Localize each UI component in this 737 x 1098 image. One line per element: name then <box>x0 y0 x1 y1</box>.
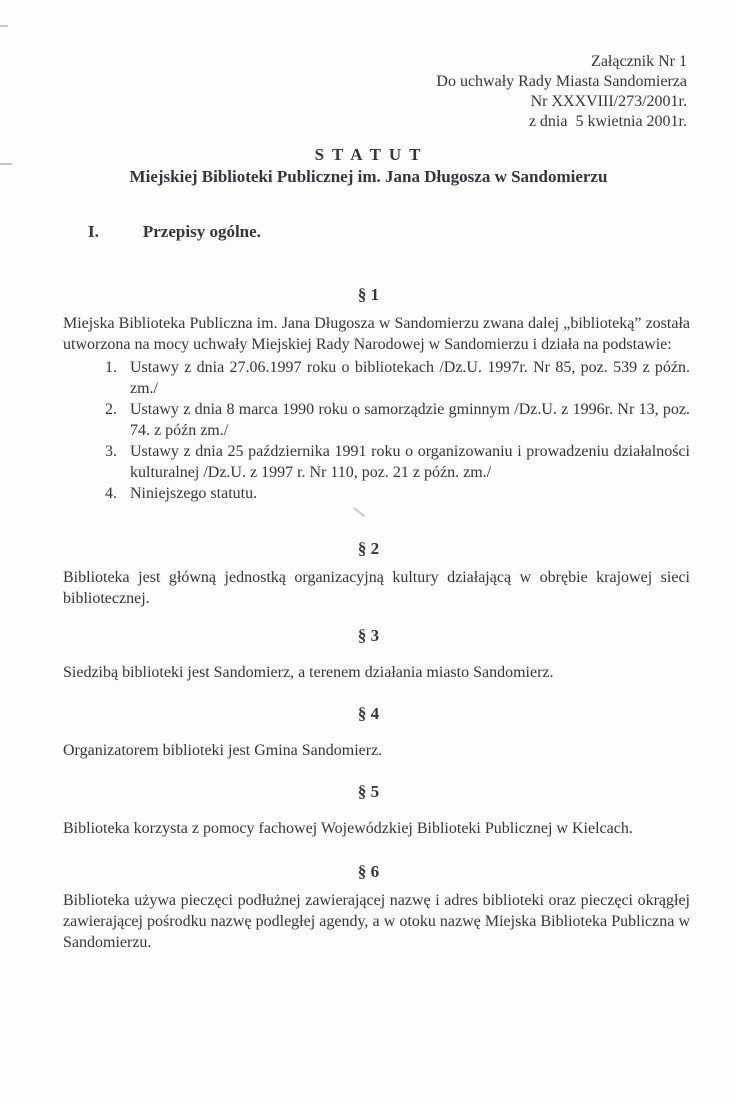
list-item-text: Ustawy z dnia 8 marca 1990 roku o samorządzie gminnym /Dz.U. z 1996r. Nr 13, poz. 74. z późn zm./ <box>130 401 690 439</box>
document-title: S T A T U T <box>314 145 423 164</box>
document-subtitle: Miejskiej Biblioteki Publicznej im. Jana Długosza w Sandomierzu <box>129 167 608 186</box>
list-item-number: 4. <box>105 485 117 502</box>
list-item-number: 1. <box>105 359 117 376</box>
section-6-mark: § 6 <box>357 862 380 881</box>
list-item <box>63 483 690 504</box>
section-1-mark: § 1 <box>357 285 380 304</box>
list-item-text: Niniejszego statutu. <box>130 485 258 502</box>
list-item <box>63 441 690 483</box>
list-item-text: Ustawy z dnia 27.06.1997 roku o bibliotekach /Dz.U. 1997r. Nr 85, poz. 539 z późn. zm./ <box>130 359 690 397</box>
list-item <box>63 399 690 441</box>
list-item-text: Ustawy z dnia 25 października 1991 roku o organizowaniu i prowadzeniu działalności kulturalnej /Dz.U. z 1997 r. Nr 110, poz. 21 z późn. zm./ <box>130 443 690 481</box>
scan-artifact <box>0 25 8 27</box>
annex-reference-block <box>0 52 687 132</box>
section-1-text: Miejska Biblioteka Publiczna im. Jana Długosza w Sandomierzu zwana dalej „biblioteką” została utworzona na mocy uchwały Miejskiej Rady Narodowej w Sandomierzu i działa na podstawie: <box>63 315 690 353</box>
list-item-number: 2. <box>105 401 117 418</box>
section-6-text: Biblioteka używa pieczęci podłużnej zawierającej nazwę i adres biblioteki oraz pieczęci okrągłej zawierającej pośrodku nazwę podległej agendy, a w otoku nazwę Miejska Biblioteka Publiczna w Sandomierzu. <box>63 892 690 951</box>
annex-line: z dnia 5 kwietnia 2001r. <box>528 113 687 130</box>
list-item-number: 3. <box>105 443 117 460</box>
section-2-text: Biblioteka jest główną jednostką organizacyjną kultury działającą w obrębie krajowej sieci bibliotecznej. <box>63 569 690 607</box>
section-4-mark: § 4 <box>357 704 380 723</box>
scan-artifact <box>0 163 12 165</box>
section-2-mark: § 2 <box>357 539 380 558</box>
annex-line: Do uchwały Rady Miasta Sandomierza <box>436 73 687 90</box>
chapter-title: Przepisy ogólne. <box>142 222 261 241</box>
section-3-mark: § 3 <box>357 626 380 645</box>
list-item <box>63 357 690 399</box>
section-1-legal-basis-list <box>63 357 690 504</box>
annex-line: Załącznik Nr 1 <box>591 53 687 70</box>
section-5-text: Biblioteka korzysta z pomocy fachowej Wojewódzkiej Biblioteki Publicznej w Kielcach. <box>63 820 633 837</box>
chapter-number: I. <box>88 222 99 241</box>
section-4-text: Organizatorem biblioteki jest Gmina Sandomierz. <box>63 742 383 759</box>
section-3-text: Siedzibą biblioteki jest Sandomierz, a terenem działania miasto Sandomierz. <box>63 664 554 681</box>
chapter-heading <box>88 222 737 242</box>
scan-artifact <box>353 507 365 517</box>
section-5-mark: § 5 <box>357 782 380 801</box>
annex-line: Nr XXXVIII/273/2001r. <box>530 93 687 110</box>
